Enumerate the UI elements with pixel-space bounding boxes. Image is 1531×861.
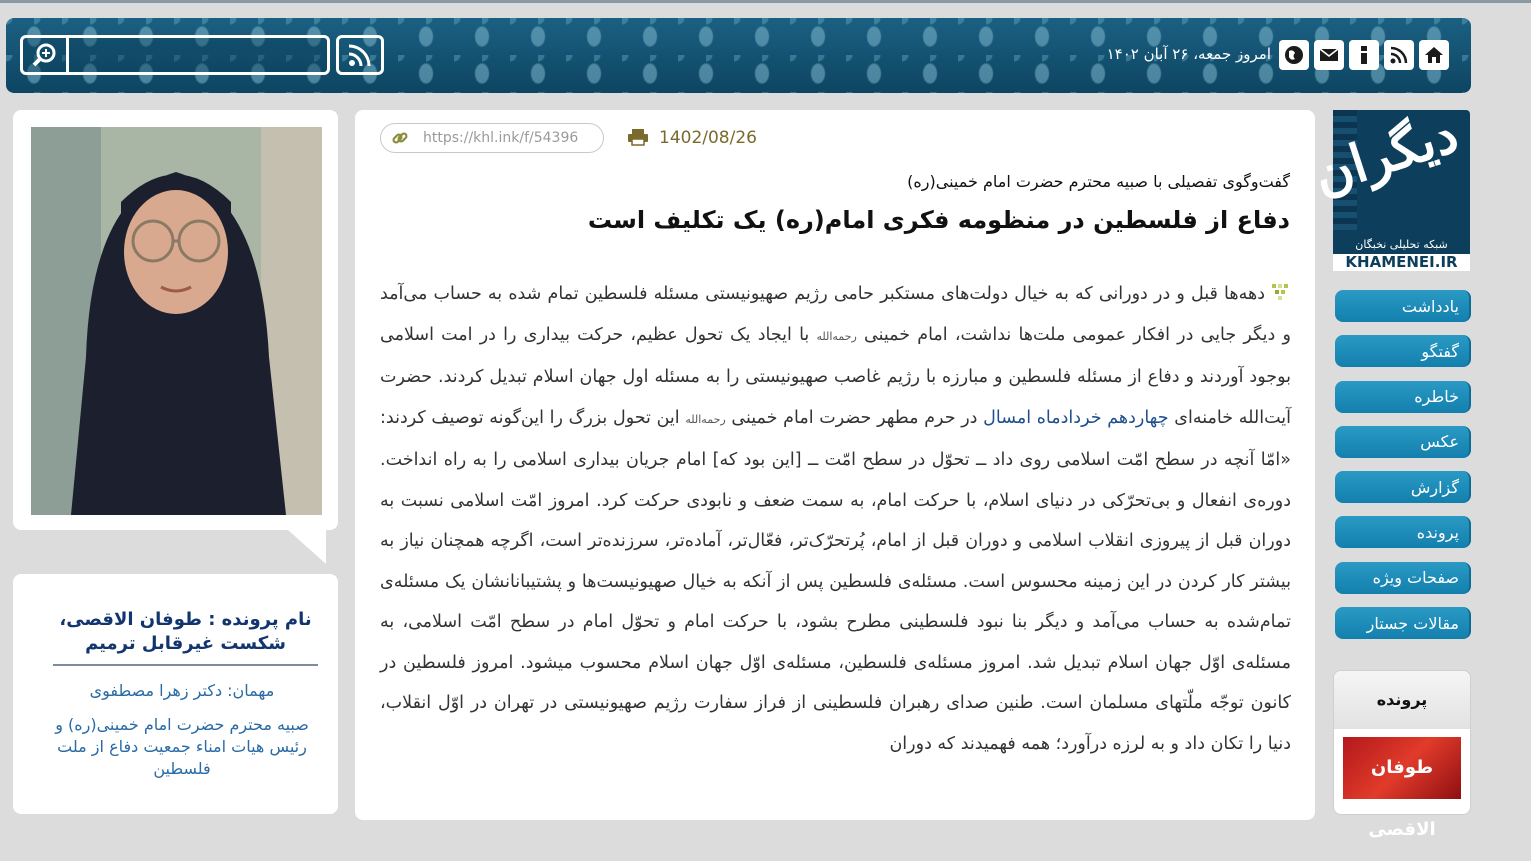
dossier-widget-title: پرونده	[1334, 671, 1470, 729]
nav-item-special-pages[interactable]: صفحات ویژه	[1335, 562, 1471, 594]
guest-portrait-image	[31, 127, 322, 515]
bullet-icon	[1269, 282, 1291, 302]
guest-photo-card	[13, 110, 338, 530]
nav-item-essays[interactable]: مقالات جستار	[1335, 607, 1471, 639]
rss-icon	[1388, 44, 1410, 66]
logo-subtitle: شبکه تحلیلی نخبگان	[1355, 238, 1448, 251]
site-logo[interactable]	[1305, 103, 1470, 271]
current-date: امروز جمعه، ۲۶ آبان ۱۴۰۲	[1106, 45, 1271, 63]
header-icon-bar	[1279, 40, 1449, 70]
nav-item-interview[interactable]: گفتگو	[1335, 335, 1471, 367]
info-icon	[1353, 44, 1375, 66]
home-icon	[1423, 44, 1445, 66]
article-subtitle: گفت‌وگوی تفصیلی با صبیه محترم حضرت امام خمینی(ره)	[907, 172, 1290, 191]
rss-small-button[interactable]	[1384, 40, 1414, 70]
paragraph-segment: با ایجاد یک تحول عظیم، حرکت بیداری را در امت اسلامی بوجود آوردند و دفاع از مسئله فلسطین و مبارزه با رژیم غاصب صهیونیستی را به مسئله اول جهان اسلام تبدیل کردند. حضرت آیت‌الله خامنه‌ای	[380, 324, 1291, 428]
guest-name: مهمان: دکتر زهرا مصطفوی	[89, 681, 275, 700]
search-icon	[32, 42, 58, 68]
home-button[interactable]	[1419, 40, 1449, 70]
globe-button[interactable]	[1279, 40, 1309, 70]
dossier-title[interactable]: نام پرونده : طوفان الاقصی، شکست غیرقابل ترمیم	[53, 608, 318, 666]
search-box[interactable]	[20, 35, 330, 75]
guest-photo	[31, 127, 322, 515]
paragraph-segment: دهه‌ها قبل و در دورانی که به خیال دولت‌های مستکبر حامی رژیم صهیونیستی مسئله فلسطین تمام شده به حساب می‌آمد و دیگر جایی در افکار عمومی ملت‌ها نداشت، امام خمینی	[380, 284, 1291, 345]
search-button[interactable]	[23, 38, 69, 72]
nav-item-dossier[interactable]: پرونده	[1335, 516, 1471, 548]
nav-item-report[interactable]: گزارش	[1335, 471, 1471, 503]
short-link-url[interactable]: https://khl.ink/f/54396	[423, 130, 579, 146]
logo-calligraphy: دیگران	[1305, 103, 1466, 207]
paragraph-segment: این تحول بزرگ را این‌گونه توصیف کردند: «امّا آنچه در سطح امّت اسلامی روی داد ــ تحوّل در سطح امّت ــ [این بود که] امام جریان بیداری اسلامی را به راه انداخت. دوره‌ی انفعال و بی‌تحرّکی در دنیای اسلام، با حرکت امام، به سمت ضعف و نابودی حرکت کرد. امروز امّت اسلامی نسبت به دوران قبل از پیروزی انقلاب اسلامی و دوران قبل از امام، پُرتحرّک‌تر، فعّال‌تر، آماده‌تر، سرزنده‌تر است، اگرچه همچنان نیاز به بیشتر کار کردن در این زمینه محسوس است. مسئله‌ی فلسطین پس از آنکه به خیال صهیونیست‌ها و پشتیبانانشان یک مسئله‌ی تمام‌شده به حساب می‌آمد و دیگر بنا نبود فلسطینی مطرح بشود، با حرکت امام و تحوّل امام در سطح امّت اسلامی، به مسئله‌ی اوّل جهان اسلام تبدیل شد. امروز مسئله‌ی فلسطین، مسئله‌ی اوّل جهان اسلام محسوب میشود. امروز فلسطین در کانون توجّه ملّتهای مسلمان است. طنین صدای رهبران فلسطینی از فراز سفارت رژیم صهیونیستی در تهران در اوّل انقلاب، دنیا را تکان داد و به لرزه درآورد؛ همه فهمیدند که دوران	[380, 407, 1291, 754]
inline-link[interactable]: چهاردهم خردادماه امسال	[983, 407, 1169, 428]
guest-info	[47, 680, 317, 780]
short-link-box[interactable]	[380, 123, 604, 153]
rss-feed-button[interactable]	[336, 35, 384, 75]
honorific: رحمه‌الله	[816, 329, 857, 343]
dossier-info-card	[13, 574, 338, 814]
guest-description: صبیه محترم حضرت امام خمینی(ره) و رئیس هیات امناء جمعیت دفاع از ملت فلسطین	[55, 715, 309, 778]
speech-bubble-tail	[288, 530, 326, 564]
info-button[interactable]	[1349, 40, 1379, 70]
article-body	[380, 274, 1291, 814]
logo-domain: KHAMENEI.IR	[1333, 254, 1470, 271]
site-header	[6, 18, 1471, 93]
top-border	[0, 0, 1531, 3]
print-icon[interactable]	[627, 128, 649, 146]
honorific: رحمه‌الله	[685, 412, 726, 426]
article-date: 1402/08/26	[659, 128, 757, 148]
nav-item-memoir[interactable]: خاطره	[1335, 381, 1471, 413]
article-panel	[355, 110, 1315, 820]
mail-icon	[1318, 44, 1340, 66]
contact-button[interactable]	[1314, 40, 1344, 70]
rss-icon	[347, 42, 373, 68]
globe-icon	[1283, 44, 1305, 66]
sidebar-nav	[1335, 290, 1471, 652]
paragraph-segment: در حرم مطهر حضرت امام خمینی	[725, 407, 984, 428]
nav-item-photo[interactable]: عکس	[1335, 426, 1471, 458]
link-icon	[391, 129, 409, 147]
dossier-banner-image[interactable]: طوفان الاقصی	[1343, 737, 1461, 799]
dossier-widget	[1333, 670, 1471, 840]
nav-item-notes[interactable]: یادداشت	[1335, 290, 1471, 322]
article-headline: دفاع از فلسطین در منظومه فکری امام(ره) یک تکلیف است	[587, 206, 1290, 234]
